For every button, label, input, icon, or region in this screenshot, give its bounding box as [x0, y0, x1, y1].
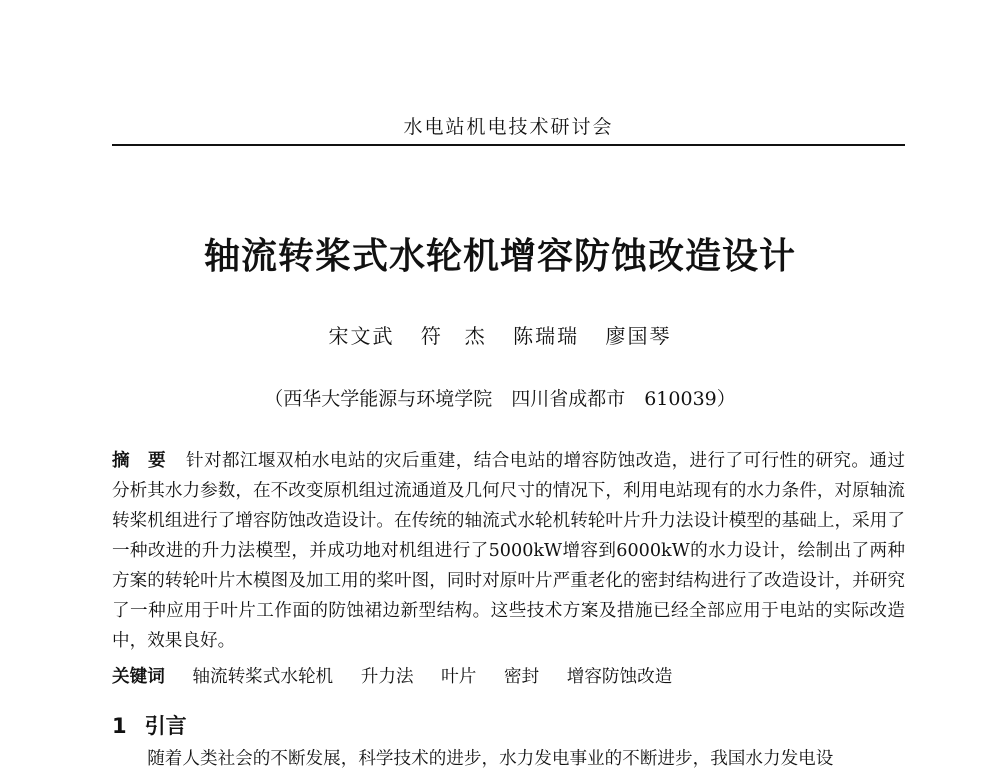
keywords	[112, 662, 905, 692]
author: 陈瑞瑞	[513, 324, 580, 348]
keyword: 轴流转桨式水轮机	[192, 667, 334, 687]
keyword: 密封	[503, 667, 540, 687]
keyword: 升力法	[360, 667, 414, 687]
author-list	[0, 320, 1000, 349]
author: 宋文武	[328, 324, 395, 348]
header-rule	[112, 144, 905, 146]
abstract-label: 摘 要	[112, 450, 166, 471]
keyword: 叶片	[441, 667, 477, 687]
section-number: 1	[112, 714, 127, 738]
paper-title: 轴流转桨式水轮机增容防蚀改造设计	[203, 235, 796, 277]
section-title: 引言	[144, 714, 187, 738]
section-heading	[112, 710, 187, 740]
abstract	[112, 446, 905, 656]
running-header: 水电站机电技术研讨会	[403, 116, 614, 138]
affiliation: （西华大学能源与环境学院 四川省成都市 610039）	[264, 388, 736, 410]
keyword: 增容防蚀改造	[566, 667, 673, 687]
author: 廖国琴	[605, 324, 672, 348]
body-paragraph: 随着人类社会的不断发展，科学技术的进步，水力发电事业的不断进步，我国水力发电设	[147, 749, 834, 769]
keywords-label: 关键词	[112, 666, 165, 687]
author: 符 杰	[420, 324, 487, 348]
abstract-text: 针对都江堰双柏水电站的灾后重建，结合电站的增容防蚀改造，进行了可行性的研究。通过分析其水力参数，在不改变原机组过流通道及几何尺寸的情况下，利用电站现有的水力条件，对原轴流转桨机组进行了增容防蚀改造设计。在传统的轴流式水轮机转轮叶片升力法设计模型的基础上，采用了一种改进的升力法模型，并成功地对机组进行了5000kW增容到6000kW的水力设计，绘制出了两种方案的转轮叶片木模图及加工用的桨叶图，同时对原叶片严重老化的密封结构进行了改造设计，并研究了一种应用于叶片工作面的防蚀裙边新型结构。这些技术方案及措施已经全部应用于电站的实际改造中，效果良好。	[112, 451, 905, 651]
